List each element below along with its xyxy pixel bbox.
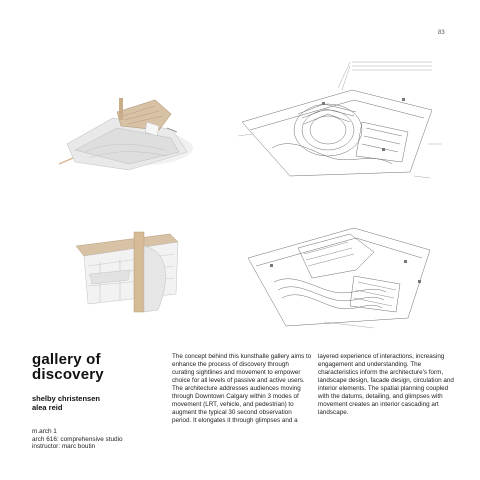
site-plan-drawing-1 bbox=[232, 52, 447, 180]
meta-line: instructor: marc boutin bbox=[32, 443, 96, 451]
project-title bbox=[32, 352, 104, 382]
body-text-column-1: The concept behind this kunsthalle gallery aims to enhance the process of discovery through curating sightlines and movement to empower choice for all levels of passive and active users. The architecture addresses audiences moving through Downtown Calgary within 3 modes of movement (LRT, vehicle, and pedestrian) to augment the typical 30 second observation period. It elongates it through glimpses and a bbox=[172, 353, 312, 424]
course-info bbox=[32, 428, 123, 451]
author-list bbox=[32, 394, 100, 412]
page-number: 83 bbox=[438, 30, 445, 36]
author-name: alea reid bbox=[32, 403, 63, 412]
author-name: shelby christensen bbox=[32, 394, 100, 403]
body-text-column-2: layered experience of interactions, increasing engagement and understanding. The characteristics inform the architecture's form, landscape design, facade design, circulation and interior elements. The spatial planning coupled with the datums, detailing, and glimpses with movement creates an interior cascading art landscape. bbox=[318, 353, 454, 416]
meta-line: m.arch 1 bbox=[32, 428, 57, 435]
meta-line: arch 616: comprehensive studio bbox=[32, 435, 123, 443]
axonometric-model-image bbox=[55, 78, 195, 178]
site-plan-drawing-2 bbox=[234, 218, 444, 336]
title-line: gallery of bbox=[32, 351, 101, 368]
section-model-image bbox=[70, 216, 185, 316]
title-line: discovery bbox=[32, 366, 104, 383]
